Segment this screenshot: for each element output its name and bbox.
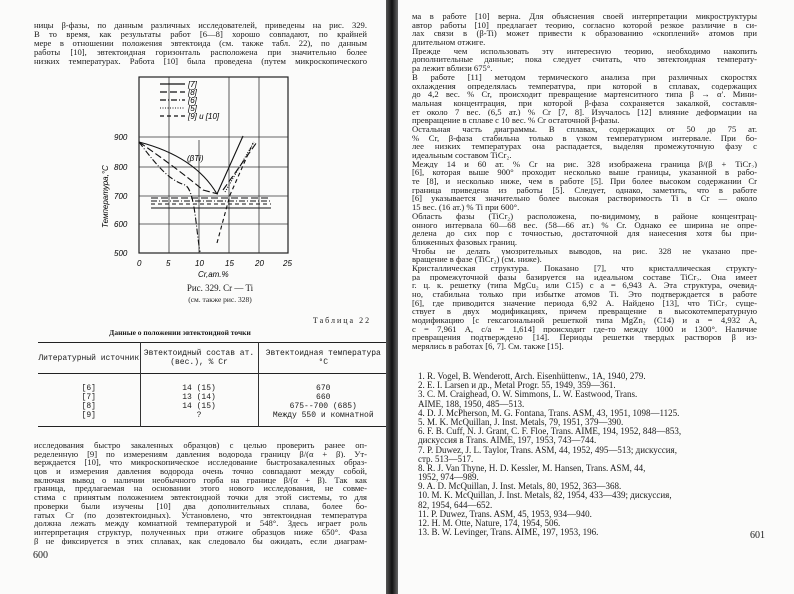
- text-line: 6. F. B. Cuff, N. J. Grant, C. F. Floe, Trans. AIME, 194, 1952, 848—853,: [418, 427, 682, 437]
- right-page: [398, 0, 794, 594]
- column-header: Литературный источник: [38, 353, 140, 363]
- table-cell: 670: [258, 374, 388, 394]
- text-line: мерялись в работах [6, 7]. См. также [15].: [412, 342, 564, 351]
- text-line: β не фиксируется в этих сплавах, как следовало бы ожидать, если диаграм-: [34, 536, 367, 546]
- text-line: ницы β-фазы, по данным различных исследователей, приведены на рис. 329.: [34, 21, 367, 30]
- text-line: 1952, 974—989.: [418, 473, 479, 483]
- table-row: [38, 411, 388, 427]
- text-line: AIME, 188, 1950, 485—513.: [418, 399, 525, 409]
- text-line: мере в отношении положения эвтектоида (см. также табл. 22), по данным: [34, 39, 367, 48]
- y-tick: 900: [114, 133, 128, 142]
- left-page: [0, 0, 386, 594]
- x-tick: 5: [166, 259, 171, 268]
- text-line: те [8], и несколько ниже, чем в работе [5]. При более высоком содержании Cr: [412, 177, 757, 186]
- y-axis-label: Температура,°С: [101, 165, 110, 228]
- text-line: Область фазы (TiCr₂) расположена, по-видимому, в районе концентрац-: [412, 211, 757, 221]
- table-row: [38, 374, 388, 394]
- legend-label: [9] и [10]: [188, 112, 220, 121]
- text-line: [6] указывается значительно более высокая растворимость Ti в Cr — около: [412, 194, 757, 204]
- text-line: % Cr, β-фаза стабильна только в узком температурном интервале. При бо-: [412, 133, 757, 143]
- text-line: 12. H. M. Otte, Nature, 174, 1954, 506.: [418, 519, 561, 528]
- text-line: до 4,2 вес. % Cr, происходит превращение мартенситного типа β → α′. Мини-: [412, 90, 757, 99]
- legend-label: [6]: [188, 96, 197, 105]
- text-line: идеальным составом TiCr₂.: [412, 151, 512, 160]
- table-cell: 14 (15): [140, 374, 258, 394]
- x-tick: 15: [225, 259, 234, 268]
- page-number: 600: [33, 550, 48, 561]
- text-line: 1. R. Vogel, B. Wenderott, Arch. Eisenhüttenw., 1A, 1940, 279.: [418, 372, 646, 381]
- text-line: В то время, как результаты работ [6—8] хорошо совпадают, по крайней: [34, 30, 367, 39]
- text-line: 82, 1954, 644—652.: [418, 500, 493, 510]
- text-line: 2. E. I. Larsen и др., Metal Progr. 55, 1949, 359—361.: [418, 381, 616, 391]
- text-line: модификацию [с гексагональной решеткой типа MgZn₂ (C14) и a = 4,932 А,: [412, 316, 757, 325]
- table-row: [38, 402, 388, 411]
- phase-diagram-figure: [50, 75, 310, 285]
- text-line: включая вывод о наличии необычного горба на границе β/(α + β). Так как: [34, 475, 367, 485]
- text-line: [6], которая выше 900° проходит несколько выше границы, указанной в рабо-: [412, 168, 757, 178]
- grid: [139, 77, 288, 253]
- text-line: 5. M. K. McQuillan, J. Inst. Metals, 79, 1951, 379—390.: [418, 417, 624, 427]
- text-line: ет около 7 вес. (6,5 ат.) % Cr [7, 8]. Изучалось [12] влияние деформации на: [412, 107, 757, 117]
- text-line: проверки были изучены [10] два дополнительных сплава, более бо-: [34, 501, 367, 511]
- text-line: граница приведена из работы [5]. Следует, однако, заметить, что в работе: [412, 185, 757, 195]
- x-tick: 25: [283, 259, 292, 268]
- text-line: исследования быстро закаленных образцов) с целью проверить ранее оп-: [34, 441, 367, 450]
- text-line: работы [10], эвтектоидная горизонталь расположена при значительно более: [34, 48, 367, 57]
- text-line: [6], где приводится значение периода 6,92 А. Найдено [13], что TiCr₂ суще-: [412, 298, 757, 308]
- text-line: В работе [11] методом термического анализа при различных скоростях: [412, 72, 757, 82]
- text-line: стр. 513—517.: [418, 454, 474, 464]
- column-header: Эвтектоидный состав ат. (вес.), % Cr: [140, 343, 258, 374]
- text-line: 11. P. Duwez, Trans. ASM, 45, 1953, 934—940.: [418, 509, 592, 519]
- text-line: Остальная часть диаграммы. В сплавах, содержащих от 50 до 75 ат.: [412, 124, 757, 134]
- text-line: ствует в двух модификациях, причем превращение в высокотемпературную: [412, 307, 757, 317]
- x-tick: 0: [137, 259, 142, 268]
- table-cell: 660: [258, 393, 388, 402]
- y-tick: 800: [114, 163, 128, 172]
- text-line: 4. D. J. McPherson, M. G. Fontana, Trans. ASM, 43, 1951, 1098—1125.: [418, 408, 680, 418]
- text-line: г. ц. к. решетку (типа MgCu₂ или C15) с a = 6,943 А. Эта структура, очевид-: [412, 281, 757, 290]
- page-number: 601: [750, 530, 765, 541]
- text-line: интерпретация структур, полученных при отжиге образцов ниже 650°. Фаза: [34, 527, 367, 537]
- text-line: ма в работе [10] верна. Для объяснения своей интерпретации микроструктуры: [412, 12, 757, 21]
- text-line: лее низких температурах она распадается, выделяя промежуточную фазу с: [412, 142, 757, 151]
- text-line: Кристаллическая структура. Показано [7], что кристаллическая структу-: [412, 263, 757, 273]
- table-number: Таблица 22: [312, 316, 372, 325]
- curve-ref9-10: [217, 143, 253, 243]
- table-cell: [7]: [81, 393, 96, 402]
- text-line: c = 7,961 А, c/a = 1,614] происходит где-то между 1000 и 1300°. Наличие: [412, 324, 757, 334]
- text-line: граница, предлагаемая на основании этого нового исследования, не совме-: [34, 484, 367, 494]
- text-line: автор работы [10] предлагает теорию, согласно которой резкое различие в си-: [412, 20, 757, 30]
- y-tick: 500: [114, 249, 128, 258]
- column-header: Эвтектоидная температура °С: [258, 343, 388, 374]
- text-line: должна лежать между комнатной температурой и 548°. Здесь играет роль: [34, 519, 367, 528]
- text-line: ра лежит вблизи 675°.: [412, 64, 493, 73]
- table-cell: 675--700 (685): [258, 402, 388, 411]
- text-line: делена до сих пор с точностью, достаточной для нанесения хотя бы при-: [412, 229, 757, 238]
- top-paragraph: [34, 21, 367, 66]
- text-line: дискуссия в Trans. AIME, 197, 1953, 743—744.: [418, 436, 597, 446]
- table-cell: Между 550 и комнатной: [258, 411, 388, 427]
- references-list: [418, 372, 738, 537]
- plot-frame: [139, 77, 288, 253]
- text-line: лах связи в (β-Ti) может привести к образованию «скоплений» атомов при: [412, 29, 757, 39]
- table-title: Данные о положении эвтектоидной точки: [109, 328, 251, 337]
- table-cell: 13 (14): [140, 393, 258, 402]
- text-line: 9. A. D. McQuillan, J. Inst. Metals, 80, 1952, 363—368.: [418, 482, 622, 492]
- legend: [160, 84, 185, 116]
- text-line: мальная концентрация, при которой β-фаза сохраняется закалкой, составля-: [412, 98, 757, 108]
- y-tick: 600: [114, 220, 128, 229]
- main-text: [412, 12, 757, 351]
- text-line: 8. R. J. Van Thyne, H. D. Kessler, M. Hansen, Trans. ASM, 44,: [418, 463, 646, 473]
- text-line: Прежде чем использовать эту интересную теорию, необходимо накопить: [412, 46, 757, 56]
- text-line: 3. C. M. Craighead, O. W. Simmons, L. W. Eastwood, Trans.: [418, 390, 638, 400]
- table-cell: [8]: [81, 402, 96, 411]
- text-line: 15 вес. (16 ат.) % Ti при 600°.: [412, 203, 520, 212]
- table-row: [38, 393, 388, 402]
- text-line: дополнительные данные; пока следует считать, что эвтектоидная температу-: [412, 55, 757, 65]
- text-line: ределенную [9] по измерениям давления водорода границу β/(α + β). Ут-: [34, 449, 367, 459]
- table-cell: 14 (15): [140, 402, 258, 411]
- text-line: цов и измерения давления водорода очень точно совпадают между собой,: [34, 467, 367, 476]
- legend-label: [8]: [188, 88, 197, 97]
- text-line: ближенных фазовых границ.: [412, 237, 517, 247]
- eutectoid-table: [38, 342, 388, 427]
- text-line: но, стабильна только при избытке атомов Ti. Это подтверждается в работе: [412, 290, 757, 299]
- x-tick: 10: [195, 259, 204, 268]
- text-line: онного интервала 60—68 вес. (58—66 ат.) % Cr. Однако ее ширина не опре-: [412, 220, 757, 230]
- text-line: 10. M. K. McQuillan, J. Inst. Metals, 82, 1954, 433—439; дискуссия,: [418, 491, 672, 501]
- text-line: превращение в сплаве с 10 вес. % Cr остаточной β-фазы.: [412, 116, 620, 125]
- phase-label: (βTi): [187, 154, 204, 163]
- text-line: Чтобы не делать умозрительных выводов, на рис. 328 не указано пре-: [412, 246, 757, 256]
- text-line: верждается [10], что микроскопическое исследование быстрозакаленных образ-: [34, 458, 367, 468]
- x-tick: 20: [255, 259, 264, 268]
- text-line: 7. P. Duwez, J. L. Taylor, Trans. ASM, 44, 1952, 495—513; дискуссия,: [418, 445, 677, 455]
- text-line: вращение в фазе (TiCr₂) (см. ниже).: [412, 255, 542, 264]
- text-line: превращения подтверждено [14]. Периоды решетки твердых растворов β из-: [412, 333, 757, 343]
- table-cell: ?: [140, 411, 258, 427]
- figure-caption-note: (см. также рис. 328): [188, 295, 252, 304]
- text-line: Между 14 и 60 ат. % Cr на рис. 328 изображена граница β/(β + TiCr₂): [412, 159, 757, 169]
- text-line: 13. B. W. Levinger, Trans. AIME, 197, 1953, 196.: [418, 528, 599, 538]
- legend-label: [7]: [188, 80, 197, 89]
- text-line: охлаждения определялась температура, при которой в сплавах, содержащих: [412, 81, 757, 91]
- text-line: стима с принятым положением эвтектоидной точки для этой системы, то для: [34, 493, 367, 502]
- figure-caption: Рис. 329. Cr — Ti: [186, 283, 254, 293]
- x-axis-label: Cr,ат.%: [198, 270, 229, 279]
- y-tick: 700: [114, 192, 128, 201]
- book-spine: [386, 0, 398, 594]
- table-cell: [9]: [81, 411, 96, 420]
- curve-ref8: [139, 142, 218, 194]
- text-line: длительном отжиге.: [412, 38, 486, 47]
- legend-label: [5]: [188, 104, 197, 113]
- text-line: ра промежуточной фазы базируется на идеальном составе TiCr₂. Она имеет: [412, 272, 757, 282]
- bottom-paragraph: [34, 441, 367, 545]
- text-line: низких температурах. Работа [10] была проведена (путем микроскопического: [34, 57, 367, 66]
- curve-ref7-right: [217, 136, 243, 194]
- table-cell: [6]: [81, 384, 96, 393]
- text-line: гатых Cr (по доэвтектоидных). Установлено, что эвтектоидная температура: [34, 510, 367, 520]
